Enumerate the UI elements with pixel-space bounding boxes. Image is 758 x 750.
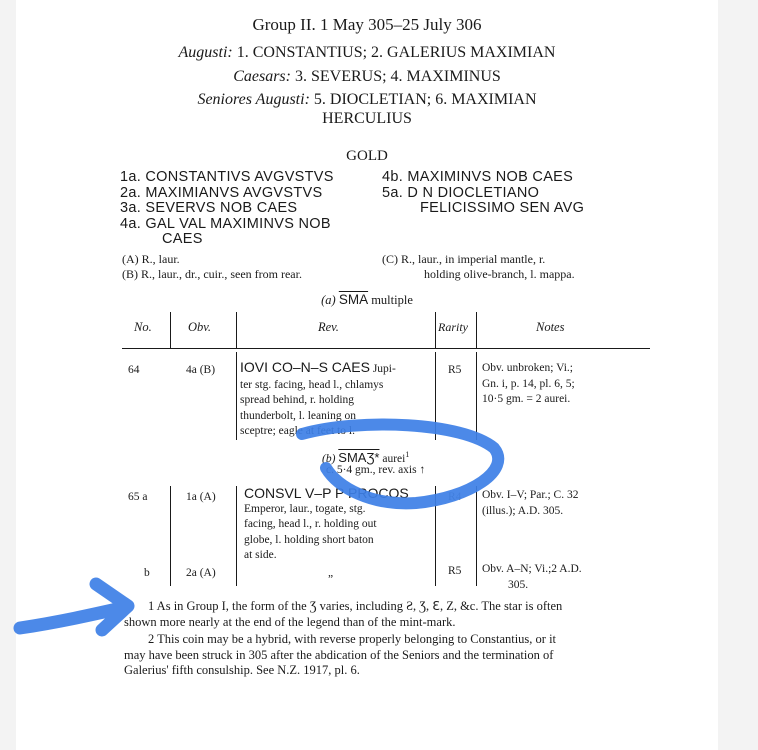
row65a-rev-legend: CONSVL V–P P PROCOS <box>244 485 409 501</box>
legend-4a: 4a. GAL VAL MAXIMINVS NOB <box>120 215 331 232</box>
augusti-line <box>16 44 718 62</box>
row64-rev-line3: thunderbolt, l. leaning on <box>240 409 356 422</box>
footnote-1-line1: shown more nearly at the end of the legend than of the mint-mark. <box>124 614 456 629</box>
row64-rev-line0: Jupi- <box>372 363 396 375</box>
col-header-obv: Obv. <box>188 320 212 334</box>
legend-2a: 2a. MAXIMIANVS AVGVSTVS <box>120 184 323 201</box>
footnote-2-line1: may have been struck in 305 after the abdication of the Seniors and the termination of <box>124 647 554 662</box>
seniores-line <box>16 91 718 109</box>
bust-types-left <box>122 252 302 281</box>
footnote-1-line0: 1 As in Group I, the form of the Ʒ varies, including Ƨ, Ʒ, ℇ, Z, &c. The star is often <box>148 599 563 613</box>
col-rule <box>476 312 477 348</box>
row64-note2: 10·5 gm. = 2 aurei. <box>482 393 571 405</box>
sub-mint-suffix: aurei <box>382 452 406 465</box>
row64-rev-legend: IOVI CO–N–S CAES <box>240 359 370 375</box>
row64-rarity: R5 <box>448 364 462 376</box>
group-title: Group II. 1 May 305–25 July 306 <box>252 15 482 34</box>
row64-obv: 4a (B) <box>186 364 216 376</box>
table-header-rule <box>122 348 650 349</box>
sub-mint-prefix: (b) <box>322 452 336 465</box>
col-header-no: No. <box>134 320 152 334</box>
footnote-2 <box>124 632 556 679</box>
sub-mint-line2: c. 5·4 gm., rev. axis ↑ <box>326 464 426 476</box>
row65b-rev: „ <box>328 567 334 579</box>
mint-mark: $\overline{SMA}$ <box>338 292 369 307</box>
row65a-rev-line3: at side. <box>244 549 277 561</box>
bust-c: (C) R., laur., in imperial mantle, r. <box>382 252 546 266</box>
sub-mint-sup: 1 <box>405 450 410 459</box>
row65a-note0: Obv. I–V; Par.; C. 32 <box>482 489 579 501</box>
section-title: GOLD <box>346 148 388 164</box>
row65a-rev-line2: globe, l. holding short baton <box>244 533 374 546</box>
obverse-legends-left <box>120 170 334 248</box>
col-header-notes: Notes <box>536 320 565 334</box>
row65a-no: 65 a <box>128 491 148 503</box>
row65b-notes <box>482 562 582 593</box>
col-rule <box>435 486 436 586</box>
row65a-rev <box>244 486 434 564</box>
col-rule <box>170 486 171 586</box>
row65b-obv: 2a (A) <box>186 567 216 579</box>
row65a-rev-line1: facing, head l., r. holding out <box>244 518 377 530</box>
mint-mark-line <box>16 292 718 308</box>
seniores-label: Seniores Augusti: <box>197 91 310 108</box>
col-rule <box>476 352 477 440</box>
row65b-note0: Obv. A–N; Vi.;2 A.D. <box>482 563 582 575</box>
bust-a: (A) R., laur. <box>122 252 180 266</box>
caesars-text: 3. SEVERUS; 4. MAXIMINUS <box>294 68 501 85</box>
seniores-text: 5. DIOCLETIAN; 6. MAXIMIAN <box>313 91 537 108</box>
col-rule <box>236 312 237 348</box>
document-page <box>16 0 718 750</box>
row64-rev <box>240 360 432 440</box>
row65a-obv: 1a (A) <box>186 491 216 503</box>
legend-1a: 1a. CONSTANTIVS AVGVSTVS <box>120 169 334 185</box>
augusti-label: Augusti: <box>178 44 233 61</box>
mint-mark-prefix: (a) <box>321 293 336 307</box>
bust-c-cont: holding olive-branch, l. mappa. <box>424 266 575 281</box>
col-header-rarity: Rarity <box>438 320 468 334</box>
row65b-note1: 305. <box>508 578 529 591</box>
caesars-label: Caesars: <box>233 68 291 85</box>
row65a-notes <box>482 488 578 519</box>
footnote-2-line2: Galerius' fifth consulship. See N.Z. 1917, pl. 6. <box>124 663 360 677</box>
obverse-legends-right <box>382 170 584 217</box>
row65a-note1: (illus.); A.D. 305. <box>482 504 564 517</box>
col-header-rev: Rev. <box>318 320 339 334</box>
row65a-rev-line0: Emperor, laur., togate, stg. <box>244 502 366 515</box>
augusti-text: 1. CONSTANTIUS; 2. GALERIUS MAXIMIAN <box>236 44 556 61</box>
seniores-text-2: HERCULIUS <box>322 110 412 127</box>
col-rule <box>236 352 237 440</box>
col-rule <box>236 486 237 586</box>
footnote-2-line0: 2 This coin may be a hybrid, with reverse properly belonging to Constantius, or it <box>148 632 557 646</box>
bust-types-right <box>382 252 575 281</box>
col-rule <box>476 486 477 586</box>
col-rule <box>435 352 436 440</box>
row65b-rarity: R5 <box>448 565 462 577</box>
col-rule <box>170 312 171 348</box>
caesars-line <box>16 68 718 86</box>
row65b-no: b <box>144 567 150 579</box>
row64-rev-line4: sceptre; eagle at feet to l. <box>240 425 355 437</box>
sub-mint-mark: SMAƷ* <box>338 449 380 465</box>
row65a-rarity: R4 <box>448 491 462 503</box>
row64-note1: Gn. i, p. 14, pl. 6, 5; <box>482 377 575 390</box>
legend-4b: 4b. MAXIMINVS NOB CAES <box>382 169 574 185</box>
col-rule <box>435 312 436 348</box>
mint-mark-suffix: multiple <box>371 293 413 307</box>
legend-5a: 5a. D N DIOCLETIANO <box>382 184 540 201</box>
row64-rev-line2: spread behind, r. holding <box>240 394 355 406</box>
legend-3a: 3a. SEVERVS NOB CAES <box>120 200 298 216</box>
row64-no: 64 <box>128 364 140 376</box>
legend-5a-cont: FELICISSIMO SEN AVG <box>420 200 585 216</box>
bust-b: (B) R., laur., dr., cuir., seen from rear. <box>122 266 302 281</box>
row64-note0: Obv. unbroken; Vi.; <box>482 362 573 374</box>
row64-rev-line1: ter stg. facing, head l., chlamys <box>240 378 384 391</box>
legend-4a-cont: CAES <box>162 231 203 247</box>
row64-notes <box>482 361 575 408</box>
footnote-1 <box>124 599 562 630</box>
